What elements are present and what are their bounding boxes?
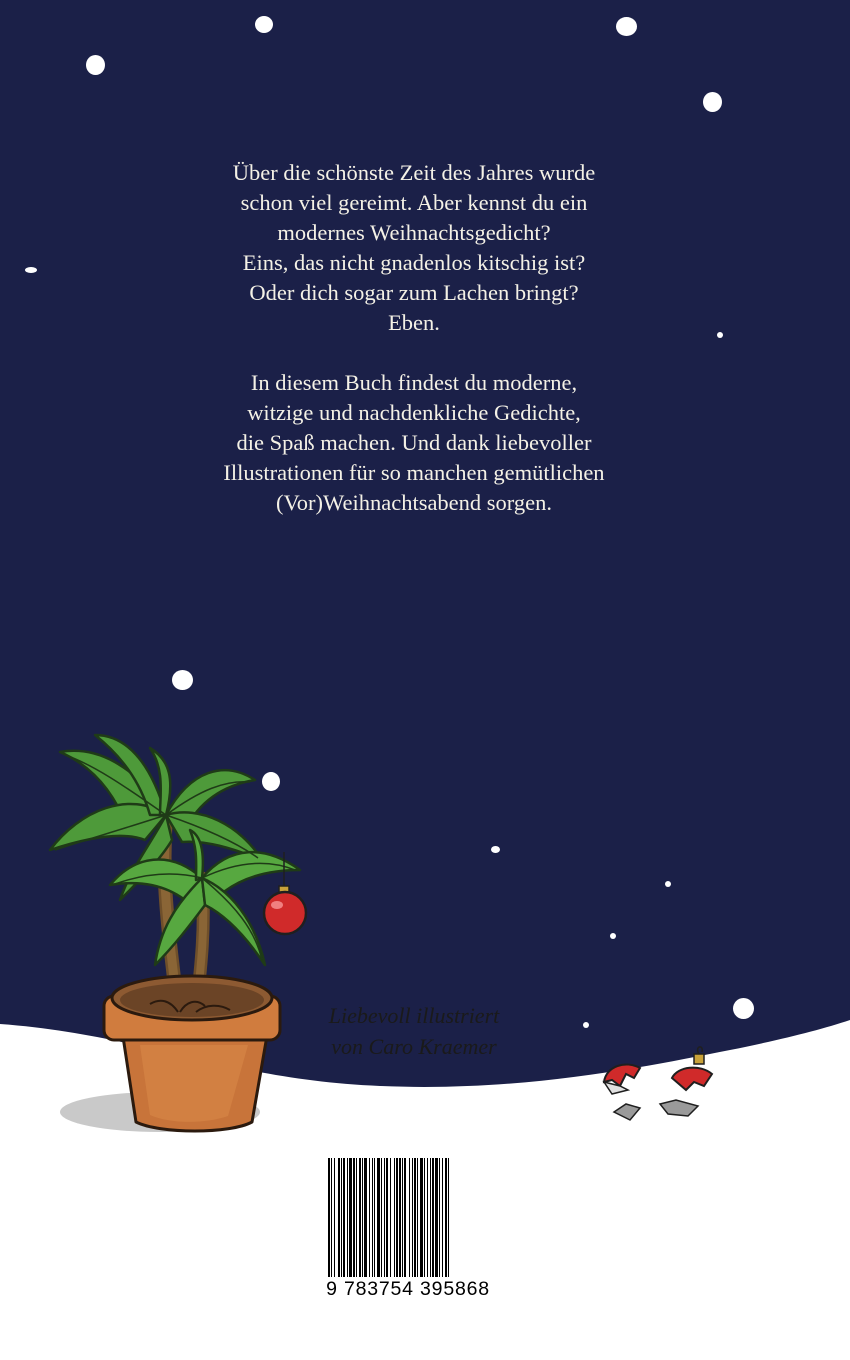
- blurb-line: schon viel gereimt. Aber kennst du ein: [240, 190, 588, 215]
- barcode-bar: [404, 1158, 406, 1278]
- barcode-bar: [338, 1158, 340, 1278]
- barcode-bar: [396, 1158, 398, 1278]
- blurb-line: Eins, das nicht gnadenlos kitschig ist?: [242, 250, 586, 275]
- barcode-bar: [399, 1158, 401, 1278]
- blurb-line: Eben.: [388, 310, 440, 335]
- barcode-bar: [409, 1158, 410, 1278]
- barcode-bar: [374, 1158, 375, 1278]
- barcode-bar: [364, 1158, 367, 1278]
- barcode-bar: [334, 1158, 335, 1278]
- barcode-bar: [432, 1158, 434, 1278]
- blurb-line: modernes Weihnachtsgedicht?: [277, 220, 551, 245]
- barcode-bar: [430, 1158, 431, 1278]
- barcode-bar: [381, 1158, 382, 1278]
- barcode-bar: [412, 1158, 413, 1278]
- blurb-line: In diesem Buch findest du moderne,: [250, 370, 578, 395]
- blurb-line: die Spaß machen. Und dank liebevoller: [236, 430, 592, 455]
- barcode-bar: [442, 1158, 443, 1278]
- barcode-bar: [369, 1158, 370, 1278]
- barcode-bar: [402, 1158, 403, 1278]
- blurb-line: Oder dich sogar zum Lachen bringt?: [249, 280, 579, 305]
- barcode-bar: [347, 1158, 348, 1278]
- barcode-bar: [417, 1158, 418, 1278]
- blurb-line: Über die schönste Zeit des Jahres wurde: [232, 160, 596, 185]
- isbn-number: 9 783754 395868: [311, 1277, 505, 1301]
- barcode-bar: [353, 1158, 355, 1278]
- barcode-bar: [359, 1158, 361, 1278]
- barcode-bar: [384, 1158, 385, 1278]
- blurb-line: Illustrationen für so manchen gemütlichen: [223, 460, 605, 485]
- barcode-bar: [439, 1158, 440, 1278]
- barcode-bar: [362, 1158, 363, 1278]
- blurb-line: (Vor)Weihnachtsabend sorgen.: [275, 490, 553, 515]
- barcode-bar: [349, 1158, 352, 1278]
- barcode-bar: [372, 1158, 373, 1278]
- barcode-bar: [420, 1158, 423, 1278]
- barcode-bar: [377, 1158, 380, 1278]
- barcode-bar: [343, 1158, 345, 1278]
- illustrator-credit: [284, 1000, 544, 1062]
- credit-line: von Caro Kraemer: [331, 1034, 497, 1059]
- barcode-bar: [356, 1158, 357, 1278]
- barcode-bar: [341, 1158, 342, 1278]
- barcode-bar: [414, 1158, 416, 1278]
- blurb-line: witzige und nachdenkliche Gedichte,: [247, 400, 581, 425]
- barcode-bar: [386, 1158, 388, 1278]
- barcode-bar: [394, 1158, 395, 1278]
- barcode-bar: [427, 1158, 428, 1278]
- barcode-bar: [435, 1158, 438, 1278]
- barcode-bar: [424, 1158, 425, 1278]
- credit-line: Liebevoll illustriert: [328, 1003, 500, 1028]
- barcode-bar: [445, 1158, 447, 1278]
